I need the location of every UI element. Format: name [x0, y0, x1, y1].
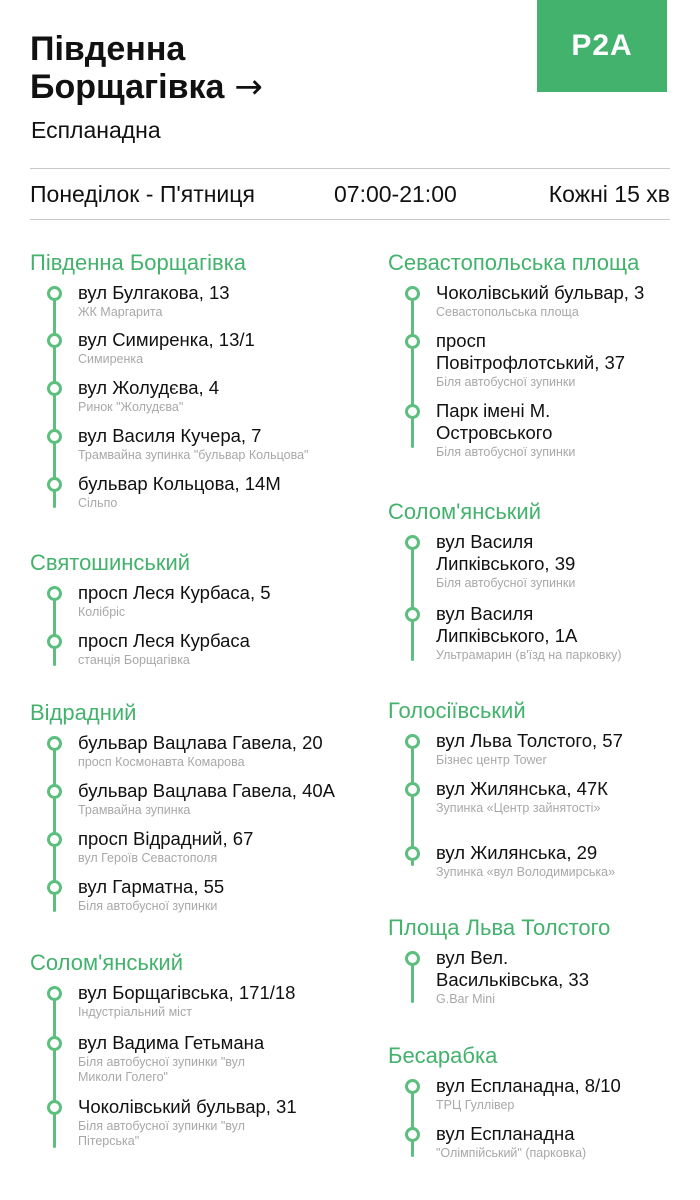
stop-marker-icon	[405, 846, 420, 861]
route-header	[0, 0, 700, 170]
stop-note: Сільпо	[78, 496, 118, 510]
stop-note: Біля автобусної зупинки "вул Миколи Голего"	[78, 1055, 245, 1084]
schedule-bar	[30, 168, 670, 220]
stop-marker-icon	[405, 1127, 420, 1142]
stop-note: Біля автобусної зупинки	[436, 445, 576, 459]
stop-name: бульвар Кольцова, 14М	[78, 473, 281, 494]
stop-name: вул Льва Толстого, 57	[436, 730, 623, 751]
stop-marker-icon	[47, 381, 62, 396]
stop-marker-icon	[47, 832, 62, 847]
district-title: Відрадний	[30, 700, 137, 725]
stop-marker-icon	[405, 286, 420, 301]
stop-name: вул Жилянська, 29	[436, 842, 598, 863]
stop-marker-icon	[47, 1036, 62, 1051]
stop-marker-icon	[405, 607, 420, 622]
district-section	[388, 248, 688, 459]
stop-marker-icon	[405, 1079, 420, 1094]
stop-marker-icon	[405, 535, 420, 550]
stop-name: вул Борщагівська, 171/18	[78, 982, 296, 1003]
stop-name: вул Жилянська, 47К	[436, 778, 608, 799]
district-section	[388, 696, 688, 879]
stop-name: вул Булгакова, 13	[78, 282, 230, 303]
stop-note: ТРЦ Гуллівер	[436, 1098, 515, 1112]
stop-marker-icon	[47, 286, 62, 301]
stop-note: Біля автобусної зупинки	[436, 576, 576, 590]
stop-note: "Олімпійський" (парковка)	[436, 1146, 587, 1160]
route-line	[53, 988, 56, 1148]
stop-marker-icon	[405, 334, 420, 349]
stop-marker-icon	[47, 429, 62, 444]
district-title: Бесарабка	[388, 1043, 498, 1068]
route-title	[30, 30, 263, 106]
stop-name: вул Василя Липківського, 39	[436, 531, 576, 574]
stop-name: Чоколівський бульвар, 31	[78, 1096, 297, 1117]
stop-marker-icon	[405, 734, 420, 749]
stop-note: Біля автобусної зупинки "вул Пітерська"	[78, 1119, 245, 1148]
stop-name: бульвар Вацлава Гавела, 40А	[78, 780, 336, 801]
stop-name: вул Симиренка, 13/1	[78, 329, 255, 350]
stop-note: ЖК Маргарита	[78, 305, 163, 319]
route-number: Р2А	[571, 29, 633, 62]
stop-name: Парк імені М. Островського	[436, 400, 553, 443]
route-destination: Еспланадна	[31, 117, 161, 143]
stop-note: Біля автобусної зупинки	[436, 375, 576, 389]
district-title: Площа Льва Толстого	[388, 915, 611, 940]
route-origin-line1: Південна	[30, 30, 186, 68]
route-number-badge	[537, 0, 667, 92]
district-title: Солом'янський	[30, 950, 184, 975]
stop-name: Чоколівський бульвар, 3	[436, 282, 645, 303]
district-title: Голосіївський	[388, 698, 526, 723]
route-line	[53, 288, 56, 508]
stop-name: вул Еспланадна	[436, 1123, 575, 1144]
stop-note: Зупинка «Центр зайнятості»	[436, 801, 601, 815]
stop-marker-icon	[47, 986, 62, 1001]
schedule-days: Понеділок - П'ятниця	[30, 181, 255, 207]
stop-note: Індустріальний міст	[78, 1005, 192, 1019]
route-line	[411, 288, 414, 448]
schedule-hours: 07:00-21:00	[334, 181, 457, 207]
stop-name: вул Василя Липківського, 1А	[436, 603, 578, 646]
stop-note: Біля автобусної зупинки	[78, 899, 218, 913]
stop-marker-icon	[405, 782, 420, 797]
arrow-right-icon: →	[234, 67, 263, 107]
district-section	[30, 948, 370, 1148]
district-section	[388, 913, 688, 1006]
stop-note: Зупинка «вул Володимирська»	[436, 865, 616, 879]
stop-marker-icon	[47, 736, 62, 751]
stop-marker-icon	[47, 333, 62, 348]
stop-marker-icon	[47, 1100, 62, 1115]
district-section	[30, 548, 370, 667]
stop-marker-icon	[405, 951, 420, 966]
district-section	[388, 1041, 688, 1160]
district-section	[30, 248, 370, 510]
district-section	[388, 497, 688, 662]
stop-note: станція Борщагівка	[78, 653, 190, 667]
stop-name: вул Василя Кучера, 7	[78, 425, 262, 446]
district-title: Святошинський	[30, 550, 191, 575]
district-title: Солом'янський	[388, 499, 542, 524]
stop-name: просп Леся Курбаса, 5	[78, 582, 271, 603]
stop-marker-icon	[47, 586, 62, 601]
stop-name: просп Леся Курбаса	[78, 630, 250, 651]
stop-marker-icon	[47, 477, 62, 492]
stop-name: просп Відрадний, 67	[78, 828, 254, 849]
stop-note: G.Bar Mini	[436, 992, 496, 1006]
stop-note: вул Героїв Севастополя	[78, 851, 218, 865]
district-title: Севастопольська площа	[388, 250, 640, 275]
stop-marker-icon	[405, 404, 420, 419]
route-origin-line2: Борщагівка	[30, 68, 225, 106]
stop-name: вул Вел. Васильківська, 33	[436, 947, 590, 990]
stop-note: Ультрамарин (в'їзд на парковку)	[436, 648, 622, 662]
stop-marker-icon	[47, 784, 62, 799]
stop-note: Севастопольська площа	[436, 305, 579, 319]
stop-name: бульвар Вацлава Гавела, 20	[78, 732, 323, 753]
stop-note: Трамвайна зупинка	[78, 803, 191, 817]
stop-name: вул Вадима Гетьмана	[78, 1032, 265, 1053]
stop-marker-icon	[47, 880, 62, 895]
stop-note: Бізнес центр Tower	[436, 753, 547, 767]
stop-note: Колібріс	[78, 605, 126, 619]
stop-note: просп Космонавта Комарова	[78, 755, 245, 769]
stop-name: вул Еспланадна, 8/10	[436, 1075, 621, 1096]
district-title: Південна Борщагівка	[30, 250, 247, 275]
stop-note: Трамвайна зупинка "бульвар Кольцова"	[78, 448, 309, 462]
stop-note: Симиренка	[78, 352, 144, 366]
stop-name: вул Гарматна, 55	[78, 876, 225, 897]
stop-name: вул Жолудєва, 4	[78, 377, 220, 398]
schedule-frequency: Кожні 15 хв	[548, 181, 670, 207]
stop-marker-icon	[47, 634, 62, 649]
district-section	[30, 698, 370, 913]
route-line	[411, 537, 414, 661]
stop-name: просп Повітрофлотський, 37	[436, 330, 626, 373]
stop-note: Ринок "Жолудєва"	[78, 400, 184, 414]
